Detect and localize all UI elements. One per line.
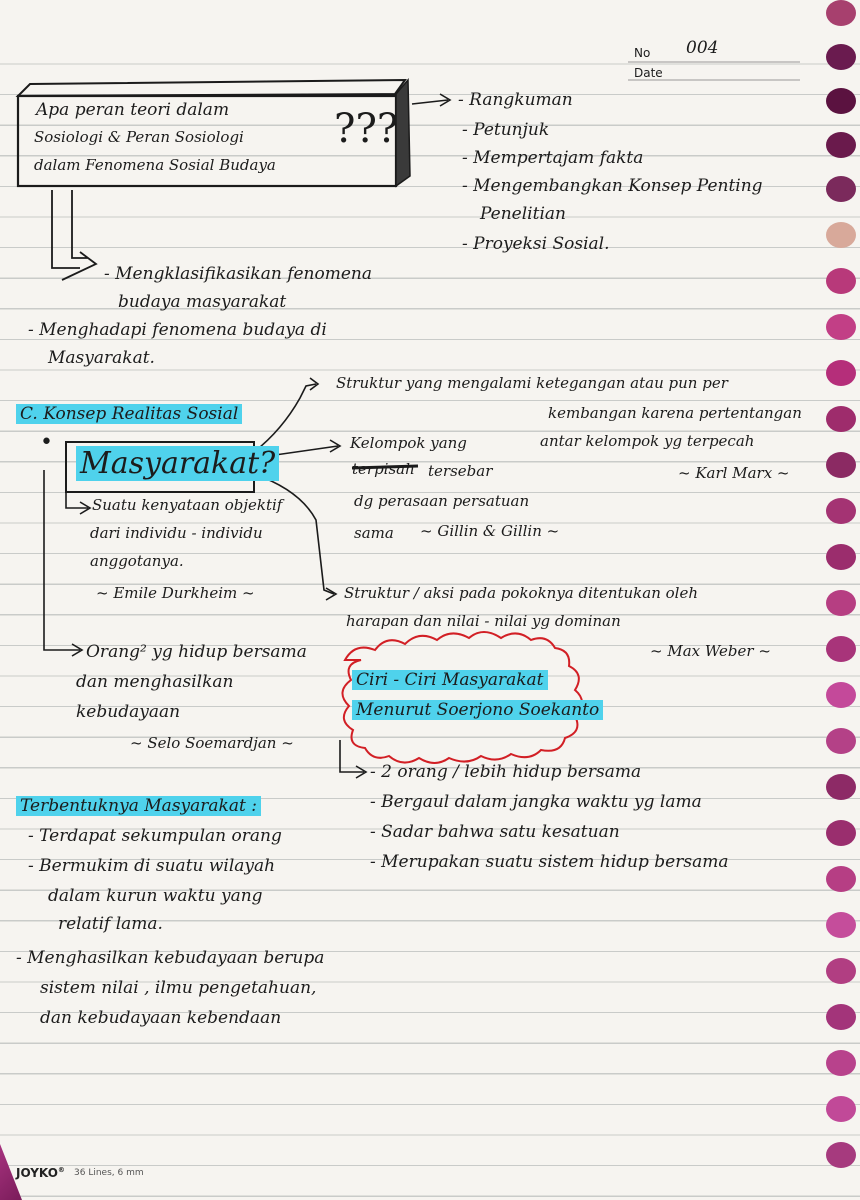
right-item-5: Penelitian	[480, 204, 566, 224]
r1-line3: antar kelompok yg terpecah	[540, 432, 755, 450]
def1-line3: anggotanya.	[90, 552, 184, 570]
r1-line2: kembangan karena pertentangan	[548, 404, 802, 422]
left-item-3: - Menghadapi fenomena budaya di	[28, 320, 327, 340]
r3-line2: harapan dan nilai - nilai yg dominan	[346, 612, 621, 630]
page-number: 004	[686, 38, 719, 58]
no-label: No	[634, 46, 651, 60]
right-item-2: - Petunjuk	[462, 120, 550, 140]
def1-author: ~ Emile Durkheim ~	[96, 584, 255, 602]
paper-spec: 36 Lines, 6 mm	[74, 1168, 144, 1178]
ciri-item-3: - Sadar bahwa satu kesatuan	[370, 822, 620, 842]
cloud-title-2: Menurut Soerjono Soekanto	[352, 700, 603, 720]
cloud-title-1: Ciri - Ciri Masyarakat	[352, 670, 548, 690]
terbentuk-item-3: dalam kurun waktu yang	[48, 886, 263, 906]
terbentuk-item-4: relatif lama.	[58, 914, 163, 934]
ciri-item-2: - Bergaul dalam jangka waktu yg lama	[370, 792, 702, 812]
r1-author: ~ Karl Marx ~	[678, 464, 790, 482]
def2-line3: kebudayaan	[76, 702, 181, 722]
question-marks: ???	[334, 106, 399, 152]
brand-logo: JOYKO®	[16, 1166, 65, 1180]
r2-line4: sama	[354, 524, 394, 542]
r2-line3: dg perasaan persatuan	[354, 492, 530, 510]
def1-line2: dari individu - individu	[90, 524, 263, 542]
terbentuk-item-2: - Bermukim di suatu wilayah	[28, 856, 276, 876]
r2-struck: terpisah	[352, 460, 415, 478]
terbentuk-item-1: - Terdapat sekumpulan orang	[28, 826, 282, 846]
right-item-3: - Mempertajam fakta	[462, 148, 644, 168]
r3-line1: Struktur / aksi pada pokoknya ditentukan oleh	[344, 584, 698, 602]
terbentuk-title: Terbentuknya Masyarakat :	[16, 796, 261, 816]
date-label: Date	[634, 66, 663, 80]
def2-line2: dan menghasilkan	[76, 672, 234, 692]
left-item-4: Masyarakat.	[48, 348, 155, 368]
box-line-3: dalam Fenomena Sosial Budaya	[34, 156, 276, 174]
right-item-4: - Mengembangkan Konsep Penting	[462, 176, 763, 196]
def2-line1: Orang² yg hidup bersama	[86, 642, 307, 662]
ciri-item-4: - Merupakan suatu sistem hidup bersama	[370, 852, 729, 872]
terbentuk-item-6: sistem nilai , ilmu pengetahuan,	[40, 978, 317, 998]
r2-line2: tersebar	[428, 462, 493, 480]
terbentuk-item-7: dan kebudayaan kebendaan	[40, 1008, 282, 1028]
right-item-6: - Proyeksi Sosial.	[462, 234, 610, 254]
center-masyarakat: Masyarakat?	[76, 446, 279, 481]
right-item-1: - Rangkuman	[458, 90, 573, 110]
left-item-1: - Mengklasifikasikan fenomena	[104, 264, 373, 284]
terbentuk-item-5: - Menghasilkan kebudayaan berupa	[16, 948, 325, 968]
left-item-2: budaya masyarakat	[118, 292, 287, 312]
ciri-item-1: - 2 orang / lebih hidup bersama	[370, 762, 642, 782]
bullet: •	[40, 430, 53, 455]
box-line-2: Sosiologi & Peran Sosiologi	[34, 128, 244, 146]
r2-line1: Kelompok yang	[350, 434, 467, 452]
section-c-title: C. Konsep Realitas Sosial	[16, 404, 242, 424]
r2-author: ~ Gillin & Gillin ~	[420, 522, 560, 540]
def2-author: ~ Selo Soemardjan ~	[130, 734, 294, 752]
box-line-1: Apa peran teori dalam	[36, 100, 230, 120]
def1-line1: Suatu kenyataan objektif	[92, 496, 283, 514]
r1-line1: Struktur yang mengalami ketegangan atau pun per	[336, 374, 728, 392]
r3-author: ~ Max Weber ~	[650, 642, 771, 660]
